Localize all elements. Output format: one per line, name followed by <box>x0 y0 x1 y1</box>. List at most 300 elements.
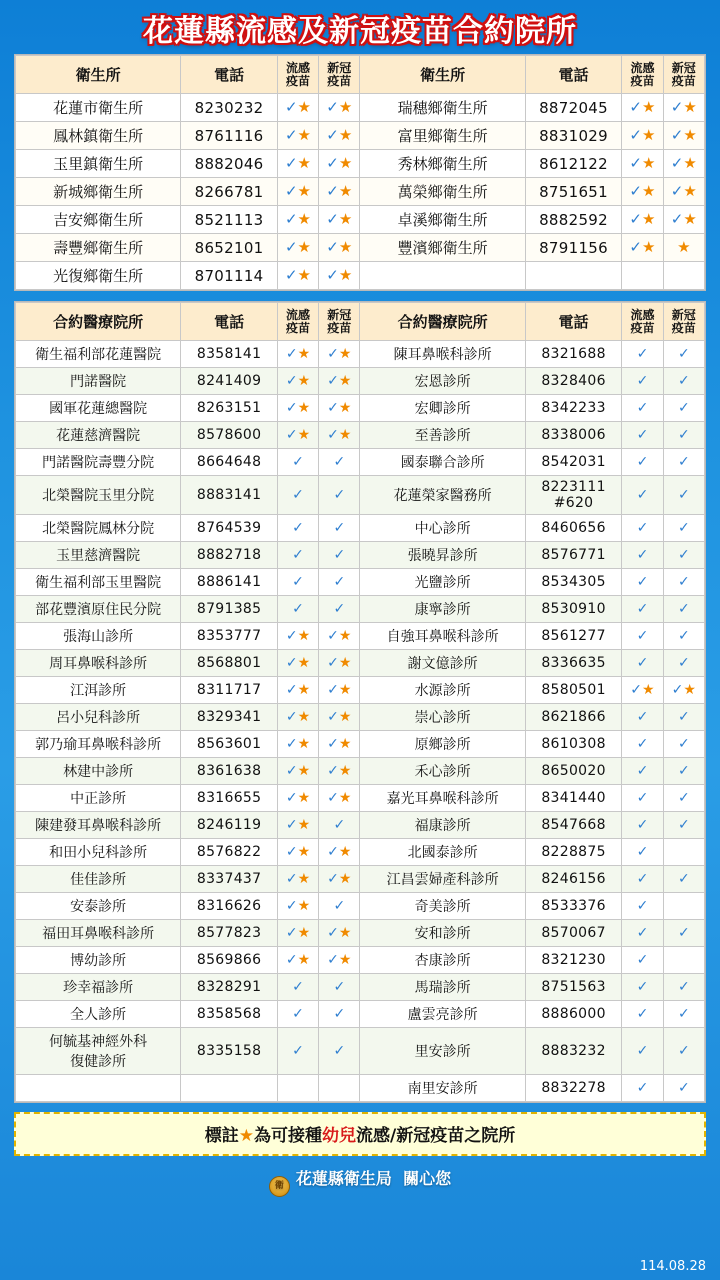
col-phone-3: 電話 <box>181 303 277 341</box>
flu-mark: ✓ <box>277 974 318 1001</box>
flu-mark: ✓★ <box>622 122 663 150</box>
flu-mark: ✓★ <box>277 395 318 422</box>
facility-phone: 8576822 <box>181 839 277 866</box>
table-row <box>16 596 705 623</box>
footer-org: 花蓮縣衛生局 <box>295 1169 392 1189</box>
covid-mark: ✓★ <box>663 206 704 234</box>
table-row <box>16 422 705 449</box>
facility-name: 光復鄉衛生所 <box>16 262 181 290</box>
covid-mark: ✓ <box>663 422 704 449</box>
facility-name: 門諾醫院 <box>16 368 181 395</box>
covid-mark: ✓ <box>663 476 704 515</box>
covid-mark: ✓★ <box>319 395 360 422</box>
facility-name: 呂小兒科診所 <box>16 704 181 731</box>
facility-name: 宏卿診所 <box>360 395 525 422</box>
table-row <box>16 94 705 122</box>
covid-mark: ✓★ <box>319 920 360 947</box>
empty-cell <box>16 1075 181 1102</box>
facility-phone: 8577823 <box>181 920 277 947</box>
covid-mark <box>663 839 704 866</box>
flu-mark: ✓★ <box>277 812 318 839</box>
facility-phone: 8336635 <box>525 650 621 677</box>
facility-phone: 8882046 <box>181 150 277 178</box>
col-phone-2: 電話 <box>525 56 621 94</box>
covid-mark: ✓ <box>319 812 360 839</box>
flu-mark: ✓★ <box>277 234 318 262</box>
facility-phone: 8311717 <box>181 677 277 704</box>
flu-mark: ✓★ <box>277 947 318 974</box>
flu-mark: ✓ <box>622 422 663 449</box>
facility-name: 全人診所 <box>16 1001 181 1028</box>
facility-name: 和田小兒科診所 <box>16 839 181 866</box>
flu-mark: ✓ <box>622 542 663 569</box>
flu-mark: ✓ <box>277 1001 318 1028</box>
facility-name: 壽豐鄉衛生所 <box>16 234 181 262</box>
covid-mark: ✓ <box>663 920 704 947</box>
col-covid-2: 新冠 疫苗 <box>663 56 704 94</box>
covid-mark: ✓★ <box>319 677 360 704</box>
facility-phone: 8621866 <box>525 704 621 731</box>
facility-name: 張海山診所 <box>16 623 181 650</box>
covid-mark: ✓ <box>663 812 704 839</box>
facility-phone: 8650020 <box>525 758 621 785</box>
facility-phone: 8228875 <box>525 839 621 866</box>
flu-mark: ✓ <box>622 785 663 812</box>
covid-mark: ✓★ <box>319 368 360 395</box>
covid-mark: ✓★ <box>663 150 704 178</box>
facility-name: 衛生福利部玉里醫院 <box>16 569 181 596</box>
facility-name: 周耳鼻喉科診所 <box>16 650 181 677</box>
facility-phone: 8266781 <box>181 178 277 206</box>
table-row <box>16 368 705 395</box>
facility-phone: 8246119 <box>181 812 277 839</box>
flu-mark: ✓★ <box>277 866 318 893</box>
covid-mark: ✓★ <box>663 677 704 704</box>
legend-mid: 為可接種 <box>254 1126 323 1147</box>
flu-mark: ✓★ <box>622 178 663 206</box>
table-row <box>16 449 705 476</box>
facility-name: 盧雲亮診所 <box>360 1001 525 1028</box>
covid-mark: ✓★ <box>319 150 360 178</box>
facility-name: 奇美診所 <box>360 893 525 920</box>
flu-mark: ✓★ <box>277 731 318 758</box>
flu-mark: ✓★ <box>622 94 663 122</box>
covid-mark: ✓★ <box>663 122 704 150</box>
covid-mark: ✓★ <box>319 422 360 449</box>
flu-mark: ✓★ <box>277 94 318 122</box>
facility-phone: 8358141 <box>181 341 277 368</box>
facility-name: 新城鄉衛生所 <box>16 178 181 206</box>
covid-mark: ✓★ <box>319 704 360 731</box>
facility-phone: 8321230 <box>525 947 621 974</box>
flu-mark: ✓ <box>622 839 663 866</box>
health-center-table-head <box>16 56 705 94</box>
flu-mark: ✓★ <box>277 122 318 150</box>
facility-phone: 8337437 <box>181 866 277 893</box>
facility-name: 國軍花蓮總醫院 <box>16 395 181 422</box>
facility-name: 安泰診所 <box>16 893 181 920</box>
publish-date: 114.08.28 <box>639 1259 706 1274</box>
flu-mark: ✓ <box>622 812 663 839</box>
covid-mark: ✓ <box>319 449 360 476</box>
table-row <box>16 150 705 178</box>
facility-name: 花蓮慈濟醫院 <box>16 422 181 449</box>
flu-mark: ✓★ <box>277 785 318 812</box>
flu-mark: ✓ <box>277 569 318 596</box>
table-row <box>16 515 705 542</box>
covid-mark: ✓★ <box>319 650 360 677</box>
facility-name: 北榮醫院鳳林分院 <box>16 515 181 542</box>
facility-phone: 8341440 <box>525 785 621 812</box>
table-row <box>16 731 705 758</box>
covid-mark: ✓★ <box>319 731 360 758</box>
empty-cell <box>181 1075 277 1102</box>
table-row <box>16 623 705 650</box>
facility-name: 謝文億診所 <box>360 650 525 677</box>
flu-mark: ✓★ <box>277 704 318 731</box>
table-row <box>16 206 705 234</box>
flu-mark: ✓ <box>622 368 663 395</box>
table-row <box>16 122 705 150</box>
table-row <box>16 812 705 839</box>
facility-name: 秀林鄉衛生所 <box>360 150 525 178</box>
flu-mark: ✓ <box>622 974 663 1001</box>
facility-phone: 8883232 <box>525 1028 621 1075</box>
clinic-table-head <box>16 303 705 341</box>
table-row <box>16 785 705 812</box>
flu-mark: ✓ <box>622 623 663 650</box>
table-row <box>16 947 705 974</box>
facility-name: 門諾醫院壽豐分院 <box>16 449 181 476</box>
table-row <box>16 758 705 785</box>
facility-phone: 8791385 <box>181 596 277 623</box>
facility-phone: 8329341 <box>181 704 277 731</box>
covid-mark: ✓ <box>319 569 360 596</box>
facility-name: 豐濱鄉衛生所 <box>360 234 525 262</box>
facility-name: 花蓮榮家醫務所 <box>360 476 525 515</box>
facility-name: 瑞穗鄉衛生所 <box>360 94 525 122</box>
facility-name: 安和診所 <box>360 920 525 947</box>
facility-phone: 8316655 <box>181 785 277 812</box>
clinic-table-body <box>16 341 705 1102</box>
facility-name: 福田耳鼻喉科診所 <box>16 920 181 947</box>
facility-phone: 8872045 <box>525 94 621 122</box>
covid-mark: ✓ <box>663 974 704 1001</box>
empty-cell <box>622 262 663 290</box>
covid-mark: ✓ <box>319 1001 360 1028</box>
facility-phone: 8358568 <box>181 1001 277 1028</box>
facility-name: 江洱診所 <box>16 677 181 704</box>
covid-mark: ✓★ <box>319 341 360 368</box>
facility-phone: 8223111 #620 <box>525 476 621 515</box>
facility-name: 博幼診所 <box>16 947 181 974</box>
covid-mark: ✓ <box>319 893 360 920</box>
covid-mark: ✓ <box>663 866 704 893</box>
flu-mark: ✓★ <box>277 206 318 234</box>
flu-mark: ✓ <box>622 947 663 974</box>
facility-name: 嘉光耳鼻喉科診所 <box>360 785 525 812</box>
covid-mark: ✓ <box>663 449 704 476</box>
facility-phone: 8576771 <box>525 542 621 569</box>
flu-mark: ✓ <box>277 449 318 476</box>
facility-phone: 8335158 <box>181 1028 277 1075</box>
facility-phone: 8328291 <box>181 974 277 1001</box>
covid-mark: ✓ <box>663 704 704 731</box>
facility-phone: 8701114 <box>181 262 277 290</box>
health-center-panel <box>14 54 706 291</box>
flu-mark: ✓ <box>622 515 663 542</box>
covid-mark: ✓ <box>663 542 704 569</box>
table-row <box>16 1075 705 1102</box>
table-row <box>16 569 705 596</box>
flu-mark: ✓ <box>277 596 318 623</box>
facility-phone: 8882718 <box>181 542 277 569</box>
facility-phone: 8316626 <box>181 893 277 920</box>
col-phone-4: 電話 <box>525 303 621 341</box>
facility-phone: 8521113 <box>181 206 277 234</box>
flu-mark: ✓ <box>622 704 663 731</box>
flu-mark: ✓ <box>277 1028 318 1075</box>
facility-phone: 8832278 <box>525 1075 621 1102</box>
table-row <box>16 542 705 569</box>
facility-name: 郭乃瑜耳鼻喉科診所 <box>16 731 181 758</box>
covid-mark: ✓★ <box>319 122 360 150</box>
flu-mark: ✓ <box>622 758 663 785</box>
facility-phone: 8580501 <box>525 677 621 704</box>
covid-mark: ✓ <box>663 1001 704 1028</box>
facility-name: 北榮醫院玉里分院 <box>16 476 181 515</box>
facility-name: 玉里鎮衛生所 <box>16 150 181 178</box>
facility-name: 陳耳鼻喉科診所 <box>360 341 525 368</box>
flu-mark: ✓★ <box>277 893 318 920</box>
page-title: 花蓮縣流感及新冠疫苗合約院所 <box>143 14 577 49</box>
facility-name: 國泰聯合診所 <box>360 449 525 476</box>
table-row <box>16 677 705 704</box>
facility-phone: 8342233 <box>525 395 621 422</box>
facility-phone: 8882592 <box>525 206 621 234</box>
facility-name: 衛生福利部花蓮醫院 <box>16 341 181 368</box>
flu-mark: ✓ <box>622 395 663 422</box>
flu-mark: ✓ <box>277 476 318 515</box>
facility-phone: 8578600 <box>181 422 277 449</box>
government-seal-icon: 衛 <box>269 1176 290 1197</box>
covid-mark: ✓★ <box>319 178 360 206</box>
facility-phone: 8547668 <box>525 812 621 839</box>
facility-phone: 8328406 <box>525 368 621 395</box>
col-phone: 電話 <box>181 56 277 94</box>
facility-phone: 8751651 <box>525 178 621 206</box>
facility-phone: 8570067 <box>525 920 621 947</box>
facility-name: 中心診所 <box>360 515 525 542</box>
covid-mark: ✓ <box>663 650 704 677</box>
flu-mark: ✓ <box>622 341 663 368</box>
facility-name: 光鹽診所 <box>360 569 525 596</box>
facility-name: 崇心診所 <box>360 704 525 731</box>
covid-mark: ✓★ <box>319 758 360 785</box>
flu-mark: ✓ <box>622 866 663 893</box>
health-center-table <box>15 55 705 290</box>
table-row <box>16 866 705 893</box>
table-row <box>16 262 705 290</box>
covid-mark: ✓ <box>663 368 704 395</box>
flu-mark: ✓★ <box>622 206 663 234</box>
flu-mark: ✓★ <box>277 178 318 206</box>
flu-mark: ✓★ <box>277 422 318 449</box>
col-flu-2: 流感 疫苗 <box>622 56 663 94</box>
flu-mark: ✓ <box>622 731 663 758</box>
facility-name: 北國泰診所 <box>360 839 525 866</box>
flu-mark: ✓★ <box>277 677 318 704</box>
facility-phone: 8353777 <box>181 623 277 650</box>
empty-cell <box>525 262 621 290</box>
table-row <box>16 650 705 677</box>
facility-name: 部花豐濱原住民分院 <box>16 596 181 623</box>
covid-mark: ✓★ <box>663 94 704 122</box>
facility-name: 玉里慈濟醫院 <box>16 542 181 569</box>
col-flu-3: 流感 疫苗 <box>277 303 318 341</box>
facility-name: 原鄉診所 <box>360 731 525 758</box>
covid-mark: ✓★ <box>319 839 360 866</box>
facility-phone: 8610308 <box>525 731 621 758</box>
col-covid-4: 新冠 疫苗 <box>663 303 704 341</box>
facility-name: 水源診所 <box>360 677 525 704</box>
star-icon: ★ <box>238 1126 255 1147</box>
facility-phone: 8230232 <box>181 94 277 122</box>
facility-phone: 8561277 <box>525 623 621 650</box>
flu-mark: ✓ <box>622 596 663 623</box>
covid-mark: ✓ <box>319 476 360 515</box>
facility-phone: 8886141 <box>181 569 277 596</box>
facility-name: 至善診所 <box>360 422 525 449</box>
col-covid-3: 新冠 疫苗 <box>319 303 360 341</box>
facility-phone: 8530910 <box>525 596 621 623</box>
flu-mark: ✓ <box>622 1075 663 1102</box>
footer-slogan: 關心您 <box>403 1169 452 1189</box>
empty-cell <box>319 1075 360 1102</box>
covid-mark: ✓ <box>663 758 704 785</box>
covid-mark: ✓ <box>663 1028 704 1075</box>
covid-mark: ✓★ <box>319 262 360 290</box>
flu-mark: ✓★ <box>277 839 318 866</box>
covid-mark: ✓ <box>663 341 704 368</box>
table-row <box>16 893 705 920</box>
health-center-table-body <box>16 94 705 290</box>
facility-name: 馬瑞診所 <box>360 974 525 1001</box>
clinic-table <box>15 302 705 1102</box>
facility-name: 富里鄉衛生所 <box>360 122 525 150</box>
table-row <box>16 341 705 368</box>
covid-mark: ✓ <box>663 596 704 623</box>
facility-phone: 8361638 <box>181 758 277 785</box>
covid-mark: ✓ <box>663 731 704 758</box>
facility-phone: 8246156 <box>525 866 621 893</box>
covid-mark: ✓ <box>663 623 704 650</box>
covid-mark: ★ <box>663 234 704 262</box>
col-flu: 流感 疫苗 <box>277 56 318 94</box>
empty-cell <box>277 1075 318 1102</box>
covid-mark: ✓ <box>663 785 704 812</box>
covid-mark: ✓★ <box>319 94 360 122</box>
covid-mark: ✓ <box>663 1075 704 1102</box>
flu-mark: ✓★ <box>622 234 663 262</box>
facility-name: 萬榮鄉衛生所 <box>360 178 525 206</box>
facility-phone: 8563601 <box>181 731 277 758</box>
covid-mark: ✓ <box>663 515 704 542</box>
covid-mark: ✓ <box>319 1028 360 1075</box>
facility-phone: 8263151 <box>181 395 277 422</box>
covid-mark <box>663 947 704 974</box>
facility-phone: 8542031 <box>525 449 621 476</box>
facility-name: 江昌雲婦產科診所 <box>360 866 525 893</box>
table-row <box>16 178 705 206</box>
flu-mark: ✓ <box>277 542 318 569</box>
table-row <box>16 974 705 1001</box>
flu-mark: ✓ <box>622 1001 663 1028</box>
facility-name: 林建中診所 <box>16 758 181 785</box>
col-clinic: 合約醫療院所 <box>16 303 181 341</box>
flu-mark: ✓ <box>622 449 663 476</box>
facility-name: 卓溪鄉衛生所 <box>360 206 525 234</box>
flu-mark: ✓ <box>622 1028 663 1075</box>
table-row <box>16 839 705 866</box>
facility-phone: 8761116 <box>181 122 277 150</box>
facility-phone: 8664648 <box>181 449 277 476</box>
flu-mark: ✓★ <box>277 368 318 395</box>
facility-name: 康寧診所 <box>360 596 525 623</box>
covid-mark: ✓★ <box>663 178 704 206</box>
covid-mark: ✓ <box>319 542 360 569</box>
flu-mark: ✓★ <box>622 150 663 178</box>
facility-phone: 8791156 <box>525 234 621 262</box>
facility-name: 里安診所 <box>360 1028 525 1075</box>
facility-name: 珍幸福診所 <box>16 974 181 1001</box>
table-row <box>16 476 705 515</box>
facility-phone: 8321688 <box>525 341 621 368</box>
clinic-panel <box>14 301 706 1103</box>
facility-phone: 8652101 <box>181 234 277 262</box>
covid-mark: ✓★ <box>319 785 360 812</box>
flu-mark: ✓★ <box>622 677 663 704</box>
legend-highlight: 幼兒 <box>322 1126 357 1147</box>
flu-mark: ✓★ <box>277 150 318 178</box>
facility-name: 自強耳鼻喉科診所 <box>360 623 525 650</box>
covid-mark: ✓ <box>319 974 360 1001</box>
facility-name: 福康診所 <box>360 812 525 839</box>
covid-mark <box>663 893 704 920</box>
covid-mark: ✓★ <box>319 206 360 234</box>
facility-phone: 8533376 <box>525 893 621 920</box>
facility-name: 杏康診所 <box>360 947 525 974</box>
facility-name: 吉安鄉衛生所 <box>16 206 181 234</box>
facility-phone: 8534305 <box>525 569 621 596</box>
flu-mark: ✓ <box>277 515 318 542</box>
facility-phone: 8568801 <box>181 650 277 677</box>
col-clinic-2: 合約醫療院所 <box>360 303 525 341</box>
facility-phone: 8751563 <box>525 974 621 1001</box>
table-row <box>16 704 705 731</box>
covid-mark: ✓ <box>663 395 704 422</box>
facility-phone: 8612122 <box>525 150 621 178</box>
flu-mark: ✓★ <box>277 920 318 947</box>
flu-mark: ✓ <box>622 650 663 677</box>
facility-phone: 8831029 <box>525 122 621 150</box>
facility-phone: 8764539 <box>181 515 277 542</box>
table-row <box>16 1028 705 1075</box>
covid-mark: ✓★ <box>319 947 360 974</box>
footer <box>0 1166 720 1197</box>
flu-mark: ✓ <box>622 476 663 515</box>
facility-phone: 8460656 <box>525 515 621 542</box>
